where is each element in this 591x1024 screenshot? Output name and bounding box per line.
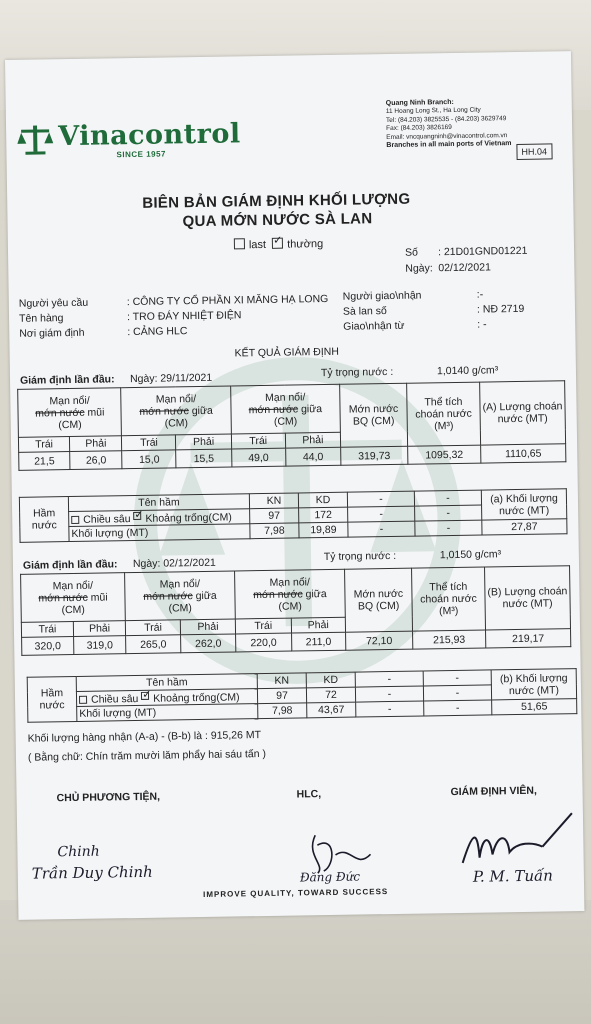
dash: - [424, 700, 492, 716]
head-phai: Phải [70, 436, 123, 452]
tank-label: Hầm nước [27, 676, 77, 722]
branch-address: 11 Hoang Long St., Ha Long City [385, 106, 481, 116]
stern-left: 49,0 [231, 448, 285, 467]
mid-left: 265,0 [126, 635, 181, 654]
tank-result-label-a: (a) Khối lượng nước (MT) [481, 489, 566, 520]
head-phai: Phải [291, 617, 346, 633]
head-stern: Mạn nổi/ mớn nước giữa (CM) [235, 569, 346, 619]
kd-mass: 19,89 [299, 522, 348, 538]
goods-value: : TRO ĐÁY NHIỆT ĐIỆN [126, 309, 242, 324]
kn-depth: 97 [257, 688, 306, 704]
mid-left: 15,0 [122, 450, 176, 469]
head-trai: Trái [122, 435, 176, 451]
head-trai: Trái [21, 621, 73, 637]
bow-right: 26,0 [70, 451, 123, 470]
result-title: KẾT QUẢ GIÁM ĐỊNH [234, 345, 339, 360]
footer-slogan: IMPROVE QUALITY, TOWARD SUCCESS [203, 887, 389, 899]
logo-wordmark: Vinacontrol [57, 118, 241, 153]
head-phai: Phải [176, 434, 231, 450]
head-bq: Mớn nước BQ (CM) [345, 568, 413, 632]
survey2-draft-table [20, 565, 571, 656]
signer-surveyor: GIÁM ĐỊNH VIÊN, [450, 784, 537, 799]
signature-hlc-name: Đăng Đức [299, 869, 361, 885]
place-label: Nơi giám định [19, 326, 85, 340]
bow-left: 320,0 [22, 636, 74, 655]
dash: - [415, 505, 482, 521]
signer-owner: CHỦ PHƯƠNG TIỆN, [56, 790, 161, 805]
tank-name-head: Tên hầm [76, 674, 257, 692]
head-mass-a: (A) Lượng choán nước (MT) [480, 381, 566, 445]
survey1-draft-table [17, 380, 566, 471]
total-received: Khối lượng hàng nhận (A-a) - (B-b) là : 915,26 MT [27, 729, 262, 745]
dash: - [355, 671, 423, 687]
kd-depth: 172 [299, 507, 348, 523]
head-mid: Mạn nổi/ mớn nước giữa (CM) [125, 571, 236, 621]
vinacontrol-logo-icon [17, 123, 53, 156]
survey1-date: Ngày: 29/11/2021 [129, 371, 213, 386]
tank-mass-row: Khối lượng (MT) [69, 524, 250, 542]
kd-depth: 72 [306, 687, 355, 703]
doc-number-label: Số [404, 246, 419, 259]
signature-surveyor-name: P. M. Tuấn [472, 866, 554, 886]
branch-name: Quang Ninh Branch: [385, 98, 454, 108]
survey2-tank-table [27, 668, 578, 723]
requester-value: : CÔNG TY CỔ PHẦN XI MĂNG HẠ LONG [126, 292, 329, 309]
tank-result-label-b: (b) Khối lượng nước (MT) [491, 669, 576, 700]
tank-depth-row: Chiều sâu ✓ Khoảng trống(CM) [69, 509, 250, 527]
head-trai: Trái [231, 433, 285, 449]
tank-result-a: 27,87 [482, 519, 567, 535]
kd-head: KD [306, 672, 355, 688]
checkbox-last[interactable] [234, 238, 245, 249]
title-line-2: QUA MỚN NƯỚC SÀ LAN [182, 210, 373, 231]
bow-left: 21,5 [19, 452, 70, 471]
mid-right: 15,5 [176, 449, 232, 468]
kn-mass: 7,98 [258, 703, 307, 719]
displacement-volume: 215,93 [413, 630, 486, 649]
head-trai: Trái [18, 437, 69, 453]
kn-depth: 97 [250, 508, 299, 524]
tank-mass-row: Khối lượng (MT) [77, 704, 258, 722]
head-volume: Thể tích choán nước (M³) [412, 567, 486, 631]
dash: - [423, 670, 491, 686]
head-bow: Mạn nổi/ mớn nước mũi (CM) [18, 388, 122, 438]
kd-mass: 43,67 [307, 702, 356, 718]
head-phai: Phải [73, 621, 125, 637]
displacement-volume: 1095,32 [408, 445, 481, 464]
head-stern: Mạn nổi/ mớn nước giữa (CM) [230, 384, 340, 434]
stern-right: 211,0 [291, 632, 346, 651]
kn-head: KN [249, 493, 298, 509]
dash: - [423, 685, 491, 701]
tank-depth-row: Chiều sâu ✓ Khoảng trống(CM) [76, 689, 257, 707]
total-in-words: ( Bằng chữ: Chín trăm mười lăm phẩy hai sáu tấn ) [27, 747, 267, 764]
tank-name-head: Tên hầm [68, 494, 249, 512]
logo-since: SINCE 1957 [116, 149, 167, 160]
tank-label: Hầm nước [19, 497, 69, 543]
head-mid: Mạn nổi/ mớn nước giữa (CM) [121, 386, 231, 436]
survey2-label: Giám định lần đầu: [22, 558, 118, 572]
doc-number: : 21D01GND01221 [437, 244, 528, 259]
giao-nhan-label: Người giao\nhận [342, 289, 422, 303]
signature-surveyor-mark [457, 811, 578, 873]
requester-label: Người yêu cầu [18, 296, 89, 310]
option-thuong: thường [287, 238, 324, 251]
head-phai: Phải [285, 432, 341, 448]
kn-mass: 7,98 [250, 523, 299, 539]
signature-owner-name: Trần Duy Chinh [31, 862, 153, 883]
survey1-label: Giám định lần đầu: [19, 373, 115, 387]
stern-left: 220,0 [236, 633, 292, 652]
survey2-density-label: Tỷ trọng nước : [323, 549, 397, 564]
giao-tu-label: Giao\nhận từ [343, 319, 405, 333]
branch-contact [386, 98, 512, 150]
branch-ports: Branches in all main ports of Vietnam [386, 140, 512, 150]
survey2-date: Ngày: 02/12/2021 [132, 556, 216, 571]
displacement-mass: 1110,65 [481, 444, 566, 463]
branch-fax: Fax: (84.203) 3826169 [386, 124, 452, 133]
giao-tu-value: : - [477, 318, 487, 331]
doc-date: 02/12/2021 [438, 261, 491, 275]
signature-owner-short: Chinh [57, 843, 100, 861]
form-code: HH.04 [516, 143, 552, 160]
signer-hlc: HLC, [296, 788, 322, 801]
head-phai: Phải [180, 619, 235, 635]
barge-label: Sà lan số [342, 305, 387, 318]
option-last: last [248, 238, 267, 252]
document-sheet [5, 51, 584, 920]
head-volume: Thể tích choán nước (M³) [407, 382, 481, 446]
stern-right: 44,0 [285, 447, 341, 466]
head-bow: Mạn nổi/ mớn nước mũi (CM) [21, 573, 126, 623]
dash: - [355, 686, 423, 702]
checkbox-thuong[interactable] [272, 238, 283, 249]
survey1-density-value: 1,0140 g/cm³ [436, 364, 499, 378]
doc-date-label: Ngày: [405, 262, 433, 275]
avg-draft: 319,73 [341, 446, 408, 465]
dash: - [347, 491, 414, 507]
survey1-tank-table [19, 488, 568, 543]
dash: - [348, 521, 415, 537]
displacement-mass: 219,17 [486, 629, 571, 648]
survey1-density-label: Tỷ trọng nước : [320, 365, 394, 380]
place-value: : CẢNG HLC [127, 325, 188, 339]
dash: - [415, 520, 482, 536]
giao-nhan-value: :- [476, 288, 484, 301]
tank-result-b: 51,65 [492, 699, 577, 715]
head-mass-b: (B) Lượng choán nước (MT) [485, 566, 571, 630]
kn-head: KN [257, 673, 306, 689]
branch-email: Email: vncquangninh@vinacontrol.com.vn [386, 131, 508, 141]
title-line-1: BIÊN BẢN GIÁM ĐỊNH KHỐI LƯỢNG [142, 190, 411, 212]
head-bq: Mớn nước BQ (CM) [340, 383, 408, 447]
dash: - [356, 701, 424, 717]
head-trai: Trái [125, 620, 180, 636]
mid-right: 262,0 [181, 634, 236, 653]
branch-tel: Tel: (84.203) 3825535 - (84.203) 3629749 [385, 114, 507, 124]
goods-label: Tên hàng [18, 312, 64, 325]
survey2-density-value: 1,0150 g/cm³ [439, 548, 502, 562]
trip-type [234, 237, 323, 251]
avg-draft: 72,10 [346, 631, 413, 650]
head-trai: Trái [235, 618, 291, 634]
dash: - [348, 506, 415, 522]
bow-right: 319,0 [74, 636, 126, 655]
dash: - [414, 490, 481, 506]
barge-value: : NĐ 2719 [476, 302, 525, 316]
kd-head: KD [298, 492, 347, 508]
